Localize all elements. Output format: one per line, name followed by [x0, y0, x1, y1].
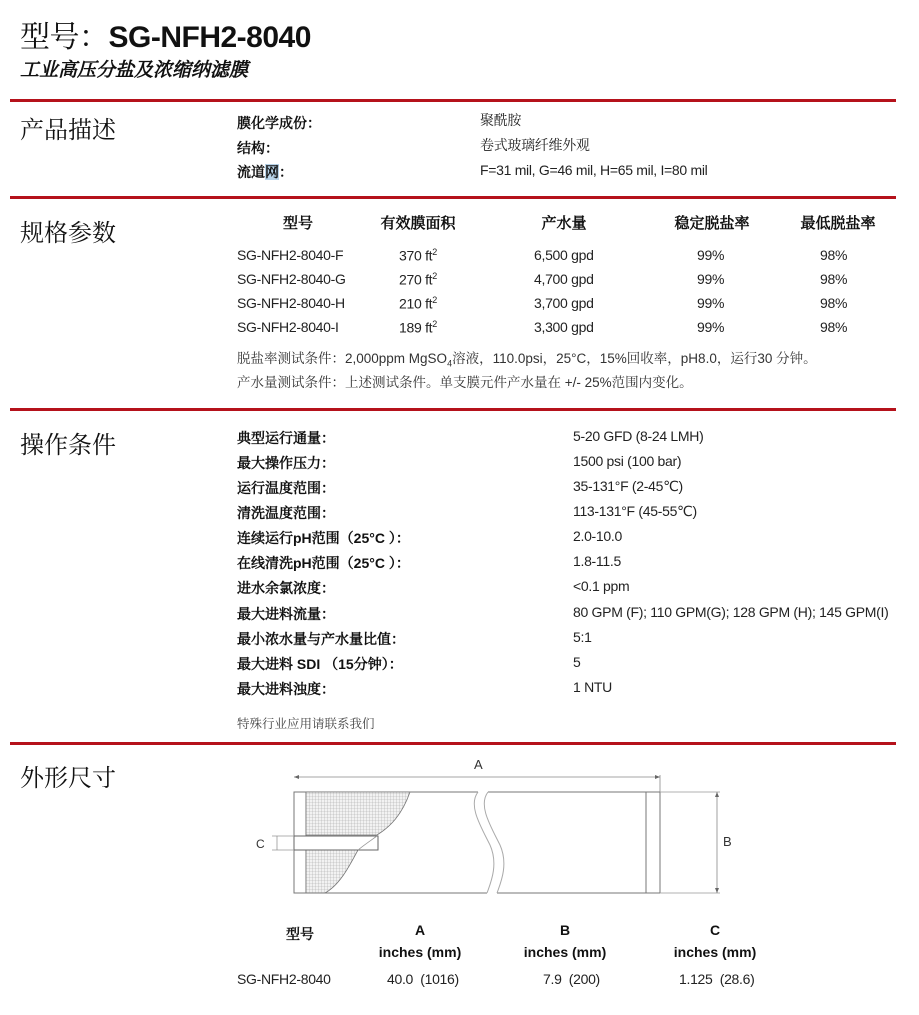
operating-label: 进水余氯浓度： [237, 580, 335, 596]
diagram-label-a: A [474, 757, 483, 772]
spec-header-model: 型号 [282, 215, 313, 232]
spec-area-value: 370 [399, 247, 422, 264]
dim-b: 7.9 (200) [543, 971, 600, 987]
operating-label: 最小浓水量与产水量比值： [237, 631, 405, 647]
spec-header-flow: 产水量 [541, 215, 587, 232]
operating-value: <0.1 ppm [573, 578, 630, 594]
operating-value: 5 [573, 654, 581, 670]
membrane-mesh-lower [306, 850, 358, 893]
element-dimension-diagram [240, 745, 760, 905]
diagram-label-b: B [723, 834, 732, 849]
spec-area-value: 210 [399, 295, 422, 312]
note1-part-b: 溶液，110.0psi，25°C，15%回收率，pH8.0，运行30 分钟。 [452, 351, 817, 366]
page-title [20, 12, 311, 56]
dim-header-b: B [559, 922, 571, 938]
spec-stable: 99% [697, 247, 725, 263]
label-feed-spacer [237, 162, 293, 182]
note1-part-a: 脱盐率测试条件：2,000ppm MgSO [237, 351, 448, 366]
dim-model: SG-NFH2-8040 [237, 971, 331, 987]
dim-c: 1.125 (28.6) [679, 971, 755, 987]
spec-model: SG-NFH2-8040-G [237, 271, 346, 287]
value-structure: 卷式玻璃纤维外观 [480, 137, 590, 153]
operating-value: 5-20 GFD (8-24 LMH) [573, 428, 704, 444]
spec-area-value: 189 [399, 319, 422, 336]
section-title-description: 产品描述 [20, 117, 116, 144]
flow-test-conditions: 产水量测试条件：上述测试条件。单支膜元件产水量在 +/- 25%范围内变化。 [237, 375, 693, 390]
spec-min: 98% [820, 295, 848, 311]
spec-area-exp: 2 [432, 319, 437, 329]
spec-area-unit: ft [425, 247, 433, 264]
operating-label: 最大进料浊度： [237, 681, 335, 697]
break-line-2 [484, 792, 504, 893]
spec-min: 98% [820, 271, 848, 287]
operating-value: 5:1 [573, 629, 592, 645]
dim-header-a-unit: inches (mm) [378, 944, 462, 960]
label-feed-spacer-a: 流道 [237, 164, 265, 180]
label-feed-spacer-highlight: 网 [265, 164, 279, 180]
spec-stable: 99% [697, 295, 725, 311]
spec-min: 98% [820, 247, 848, 263]
label-feed-spacer-colon: ： [279, 164, 293, 180]
value-feed-spacer: F=31 mil, G=46 mil, H=65 mil, I=80 mil [480, 162, 708, 178]
page-subtitle: 工业高压分盐及浓缩纳滤膜 [20, 60, 249, 81]
spec-model: SG-NFH2-8040-F [237, 247, 344, 263]
operating-label: 连续运行pH范围（25°C ）： [237, 530, 410, 546]
dim-header-c: C [709, 922, 721, 938]
spec-header-area: 有效膜面积 [380, 215, 456, 232]
spec-area [399, 247, 437, 264]
operating-label: 清洗温度范围： [237, 505, 335, 521]
model-number: SG-NFH2-8040 [108, 21, 311, 54]
operating-label: 最大进料 SDI （15分钟）： [237, 656, 403, 672]
dim-arrow-a-right [655, 775, 660, 779]
spec-area-unit: ft [425, 295, 433, 312]
value-membrane-chemistry: 聚酰胺 [480, 112, 522, 128]
section-divider [10, 196, 896, 199]
dim-header-c-unit: inches (mm) [673, 944, 757, 960]
operating-label: 典型运行通量： [237, 430, 335, 446]
note1-subscript: 4 [447, 358, 453, 369]
dim-a: 40.0 (1016) [387, 971, 459, 987]
spec-area-unit: ft [425, 319, 433, 336]
section-title-operating: 操作条件 [20, 432, 116, 459]
spec-model: SG-NFH2-8040-H [237, 295, 345, 311]
special-application-note: 特殊行业应用请联系我们 [237, 717, 375, 731]
operating-value: 1 NTU [573, 679, 612, 695]
label-membrane-chemistry: 膜化学成份： [237, 115, 321, 131]
operating-label: 最大操作压力： [237, 455, 335, 471]
dim-header-b-unit: inches (mm) [523, 944, 607, 960]
spec-stable: 99% [697, 271, 725, 287]
spec-area-unit: ft [425, 271, 433, 288]
spec-area-exp: 2 [432, 247, 437, 257]
spec-area [399, 319, 437, 336]
section-title-specs: 规格参数 [20, 220, 116, 247]
spec-area-exp: 2 [432, 295, 437, 305]
section-title-dimensions: 外形尺寸 [20, 765, 116, 792]
diagram-label-c: C [256, 837, 265, 851]
spec-flow: 3,300 gpd [534, 319, 594, 335]
operating-value: 2.0-10.0 [573, 528, 622, 544]
operating-label: 在线清洗pH范围（25°C ）： [237, 555, 410, 571]
rejection-test-conditions [237, 347, 817, 369]
spec-header-min-rejection: 最低脱盐率 [800, 215, 876, 232]
spec-header-stable-rejection: 稳定脱盐率 [674, 215, 750, 232]
dim-arrow-b-bottom [715, 888, 719, 893]
label-structure: 结构： [237, 140, 279, 156]
spec-area-value: 270 [399, 271, 422, 288]
model-prefix: 型号： [20, 21, 109, 54]
operating-value: 35-131°F (2-45℃) [573, 478, 683, 494]
spec-area-exp: 2 [432, 271, 437, 281]
spec-stable: 99% [697, 319, 725, 335]
dim-header-model: 型号 [286, 926, 314, 942]
membrane-mesh-upper [306, 792, 410, 835]
operating-value: 1.8-11.5 [573, 553, 621, 569]
spec-min: 98% [820, 319, 848, 335]
operating-value: 113-131°F (45-55℃) [573, 503, 697, 519]
spec-model: SG-NFH2-8040-I [237, 319, 339, 335]
dim-arrow-b-top [715, 792, 719, 797]
spec-area [399, 271, 437, 288]
spec-flow: 3,700 gpd [534, 295, 594, 311]
spec-area [399, 295, 437, 312]
dim-arrow-a-left [294, 775, 299, 779]
section-divider [10, 99, 896, 102]
operating-label: 运行温度范围： [237, 480, 335, 496]
section-divider [10, 408, 896, 411]
operating-label: 最大进料流量： [237, 606, 335, 622]
spec-flow: 4,700 gpd [534, 271, 594, 287]
product-tube [294, 836, 378, 850]
dim-header-a: A [414, 922, 426, 938]
operating-value: 80 GPM (F); 110 GPM(G); 128 GPM (H); 145 GPM(I) [573, 604, 889, 620]
spec-flow: 6,500 gpd [534, 247, 594, 263]
operating-value: 1500 psi (100 bar) [573, 453, 682, 469]
